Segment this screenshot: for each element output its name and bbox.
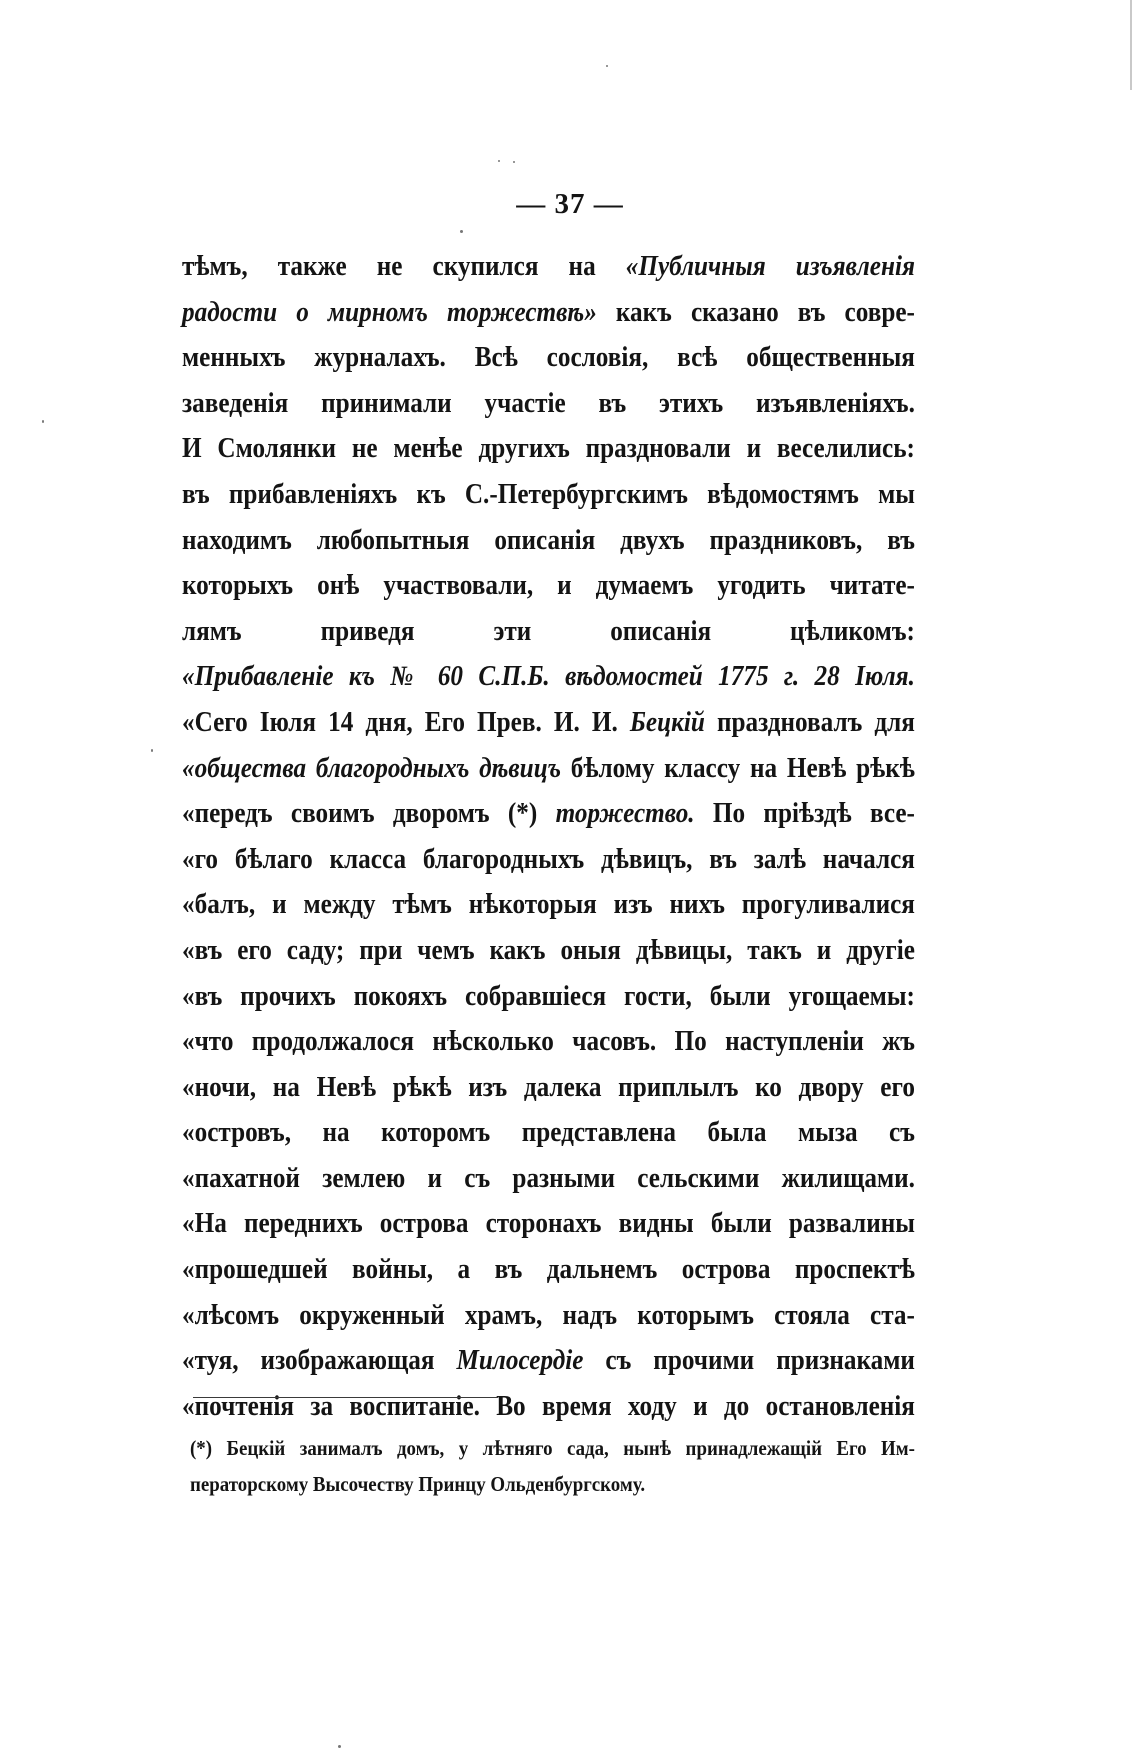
paper-speck (606, 65, 608, 67)
text-run: «лѣсомъ окруженный храмъ, надъ которымъ стояла ста- (182, 1299, 915, 1331)
text-line (182, 791, 915, 837)
text-line (182, 700, 915, 746)
text-line (182, 472, 915, 518)
paper-speck (513, 161, 515, 163)
text-line (182, 1065, 915, 1111)
text-run: праздновалъ для (704, 706, 915, 738)
text-run: «почтенія за воспитаніе. Во время ходу и до остановленія (182, 1390, 915, 1422)
text-line (182, 335, 915, 381)
paper-speck (42, 420, 44, 423)
text-run: «прошедшей войны, а въ дальнемъ острова проспектѣ (182, 1254, 915, 1286)
text-line (182, 290, 915, 336)
text-line (182, 1156, 915, 1202)
page-number: — 37 — (516, 188, 624, 220)
paper-speck (151, 749, 153, 752)
italic-text-run: «Публичныя изъявленія (625, 251, 915, 282)
text-line (182, 518, 915, 564)
italic-text-run: торжество. (555, 798, 695, 830)
text-run: съ прочими признаками (583, 1345, 915, 1377)
text-run: «балъ, и между тѣмъ нѣкоторыя изъ нихъ прогуливалися (182, 889, 915, 921)
text-run: заведенія принимали участіе въ этихъ изъявленіяхъ. (182, 387, 915, 419)
italic-text-run: «Прибавленіе къ № 60 С.П.Б. вѣдомостей 1775 г. 28 Іюля. (182, 661, 915, 693)
text-line (182, 1338, 915, 1384)
text-run: «что продолжалося нѣсколько часовъ. По наступленіи жъ (182, 1026, 915, 1058)
text-line (182, 1293, 915, 1339)
text-run: «островъ, на которомъ представлена была мыза съ (182, 1117, 915, 1149)
text-line (182, 426, 915, 472)
page-edge-shadow (1130, 0, 1132, 90)
text-run: «го бѣлаго класса благородныхъ дѣвицъ, въ залѣ начался (182, 843, 915, 875)
italic-text-run: Милосердіе (456, 1345, 584, 1377)
text-run: «На переднихъ острова сторонахъ видны были развалины (182, 1208, 915, 1240)
italic-text-run: радости о мирномъ торжествѣ» (182, 296, 597, 328)
text-line (182, 381, 915, 427)
text-run: «Сего Іюля 14 дня, Его Прев. И. И. (182, 706, 630, 738)
text-line (182, 974, 915, 1020)
text-run: «въ прочихъ покояхъ собравшіеся гости, были угощаемы: (182, 980, 915, 1012)
main-text (182, 244, 915, 1429)
text-run: «передъ своимъ дворомъ (*) (182, 798, 556, 830)
text-line (182, 928, 915, 974)
text-line (182, 244, 915, 290)
text-run: которыхъ онѣ участвовали, и думаемъ угодить читате- (182, 570, 915, 602)
paper-speck (460, 230, 463, 233)
paper-speck (338, 1745, 341, 1748)
text-run: И Смолянки не менѣе другихъ праздновали и веселились: (182, 433, 915, 465)
text-line (182, 654, 915, 700)
footnote-line: (*) Бецкій занималъ домъ, у лѣтняго сада, нынѣ принадлежащій Его Им- (190, 1436, 915, 1460)
text-run: въ прибавленіяхъ къ С.-Петербургскимъ вѣдомостямъ мы (182, 478, 915, 510)
text-line (182, 746, 915, 792)
text-run: «пахатной землею и съ разными сельскими жилищами. (182, 1162, 915, 1194)
text-run: бѣлому классу на Невѣ рѣкѣ (560, 752, 915, 784)
footnote-line: ператорскому Высочеству Принцу Ольденбургскому. (190, 1472, 646, 1496)
text-run: «ночи, на Невѣ рѣкѣ изъ далека приплылъ ко двору его (182, 1071, 915, 1103)
footnote-rule (193, 1397, 498, 1398)
text-run: «туя, изображающая (182, 1345, 457, 1377)
text-run: лямъ приведя эти описанія цѣликомъ: (182, 615, 915, 647)
text-line (182, 1019, 915, 1065)
text-run: находимъ любопытныя описанія двухъ праздниковъ, въ (182, 524, 915, 556)
text-line (182, 882, 915, 928)
footnote (190, 1430, 915, 1502)
text-line (182, 837, 915, 883)
italic-text-run: «общества благородныхъ дѣвицъ (182, 752, 561, 784)
text-line (182, 1384, 915, 1430)
text-run: какъ сказано въ совре- (596, 296, 915, 328)
italic-text-run: Бецкій (629, 706, 705, 738)
text-run: тѣмъ, также не скупился на (182, 251, 626, 282)
text-line (182, 563, 915, 609)
paper-speck (498, 160, 500, 162)
text-run: По пріѣздѣ все- (694, 798, 915, 830)
text-line (182, 609, 915, 655)
text-line (182, 1110, 915, 1156)
text-line (182, 1247, 915, 1293)
text-run: «въ его саду; при чемъ какъ оныя дѣвицы, такъ и другіе (182, 934, 915, 966)
text-run: менныхъ журналахъ. Всѣ сословія, всѣ общественныя (182, 342, 915, 374)
text-line (182, 1201, 915, 1247)
